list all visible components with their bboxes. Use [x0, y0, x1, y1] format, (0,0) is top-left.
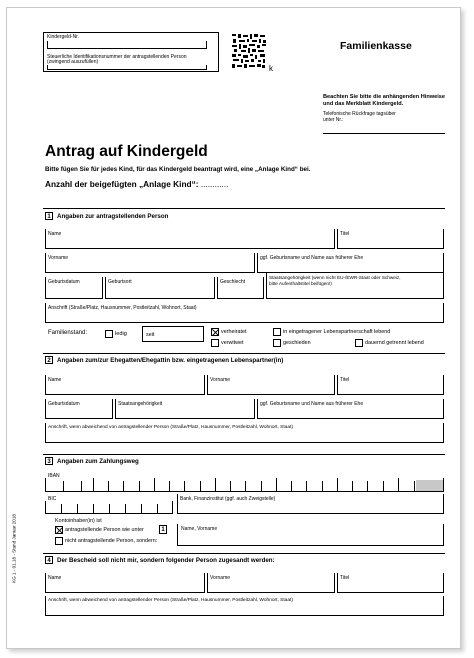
s2-name-field[interactable] [45, 375, 205, 395]
section-3-title: Angaben zum Zahlungsweg [57, 458, 139, 465]
steuer-id-field[interactable] [47, 65, 207, 70]
s4-titel-label: Titel [340, 575, 350, 581]
getrennt-checkbox[interactable] [355, 339, 363, 347]
s1-name-label: Name [48, 231, 62, 237]
section-4-title: Der Bescheid soll nicht mir, sondern folgender Person zugesandt werden: [57, 557, 275, 564]
ledig-checkbox[interactable] [105, 330, 113, 338]
section-1-heading [45, 212, 168, 220]
s1-titel-label: Titel [340, 231, 350, 237]
inhaber-antragsteller-label: antragstellende Person wie unter [65, 527, 144, 533]
s1-staat-label: Staatsangehörigkeit (wenn nicht EU-/EWR-Staat oder Schweiz, [269, 275, 401, 280]
section-2-heading [45, 356, 283, 364]
section-1-rule [43, 208, 445, 209]
s2-titel-field[interactable] [337, 375, 444, 395]
s2-vorname-label: Vorname [210, 377, 231, 383]
phone-number-label: unter Nr.: [323, 117, 344, 123]
s1-geburtsname-label: ggf. Geburtsname und Name aus früherer Ehe [260, 255, 364, 261]
s1-titel-field[interactable] [337, 229, 444, 249]
geschieden-checkbox[interactable] [273, 339, 281, 347]
steuer-id-hint: (zwingend auszufüllen) [47, 59, 99, 65]
section-2-rule [43, 353, 445, 354]
s1-name-field[interactable] [45, 229, 335, 249]
section-4-rule [43, 553, 445, 554]
section-3-rule [43, 454, 445, 455]
bank-label: Bank, Finanzinstitut (ggf. auch Zweigstelle) [180, 496, 276, 502]
s2-titel-label: Titel [340, 377, 350, 383]
bic-label: BIC [48, 496, 57, 502]
inhaber-andere-label: nicht antragstellende Person, sondern: [65, 538, 158, 544]
section-1-title: Angaben zur antragstellenden Person [57, 213, 169, 220]
section-3-number: 3 [45, 457, 53, 465]
inhaber-andere-checkbox[interactable] [55, 537, 63, 545]
section-2-number: 2 [45, 356, 53, 364]
iban-grey-cell [416, 480, 443, 491]
verwitwet-checkbox[interactable] [211, 339, 219, 347]
geschieden-label: geschieden [283, 340, 311, 346]
verheiratet-checkbox[interactable] [211, 328, 219, 336]
s4-name-field[interactable] [45, 573, 205, 593]
s1-geburtsort-label: Geburtsort [108, 279, 132, 285]
iban-field[interactable] [45, 478, 444, 492]
steuer-id-label: Steuerliche Identifikationsnummer der antragstellenden Person [47, 54, 187, 60]
s1-geburtsdatum-label: Geburtsdatum [48, 279, 80, 285]
s1-anschrift-label: Anschrift (Straße/Platz, Hausnummer, Postleitzahl, Wohnort, Staat) [48, 305, 197, 311]
s2-staat-label: Staatsangehörigkeit [118, 401, 163, 407]
kontoinhaber-label: Kontoinhaber(in) ist [55, 518, 102, 524]
barcode-suffix: k [269, 64, 273, 73]
s1-vorname-field[interactable] [45, 253, 255, 273]
partnerschaft-label: in eingetragener Lebenspartnerschaft lebend [283, 329, 391, 335]
form-version-note: KG 1 - 01.18 - Stand Januar 2018 [11, 514, 17, 583]
verwitwet-label: verwitwet [221, 340, 244, 346]
inhaber-antragsteller-checkbox[interactable] [55, 526, 63, 534]
notice-text: Beachten Sie bitte die anhängenden Hinweise und das Merkblatt Kindergeld. [323, 94, 445, 107]
kindergeld-nr-field[interactable] [47, 41, 207, 49]
attachment-count-label: Anzahl der beigefügten „Anlage Kind“: [45, 179, 199, 189]
s2-anschrift-label: Anschrift, wenn abweichend von antragstellender Person (Straße/Platz, Hausnummer, Postleitzahl, Wohnort, Staat) [48, 425, 293, 430]
s4-vorname-label: Vorname [210, 575, 231, 581]
familienstand-label: Familienstand: [48, 330, 88, 336]
section-1-number: 1 [45, 212, 53, 220]
partnerschaft-checkbox[interactable] [273, 328, 281, 336]
seit-label: seit [146, 332, 155, 338]
s4-anschrift-label: Anschrift, wenn abweichend von antragstellender Person (Straße/Platz, Hausnummer, Postleitzahl, Wohnort, Staat) [48, 598, 293, 603]
inhaber-ref-box: 1 [159, 525, 167, 534]
s4-titel-field[interactable] [337, 573, 444, 593]
intro-text: Bitte fügen Sie für jedes Kind, für das Kindergeld beantragt wird, eine „Anlage Kind“ bei. [45, 166, 311, 173]
attachment-count-input[interactable]: ............ [200, 179, 229, 189]
iban-label: IBAN [48, 473, 60, 479]
qr-code-icon [231, 33, 267, 69]
verheiratet-label: verheiratet [221, 329, 247, 335]
form-page [6, 7, 461, 649]
kindergeld-nr-label: Kindergeld-Nr. [47, 34, 79, 40]
getrennt-label: dauernd getrennt lebend [365, 340, 424, 346]
phone-line [323, 133, 445, 134]
section-4-number: 4 [45, 556, 53, 564]
s1-vorname-label: Vorname [48, 255, 69, 261]
s4-name-label: Name [48, 575, 62, 581]
section-2-title: Angaben zum/zur Ehegatten/Ehegattin bzw. eingetragenen Lebenspartner(in) [57, 357, 284, 364]
bic-field[interactable] [45, 501, 173, 514]
s1-geschlecht-label: Geschlecht [220, 279, 246, 285]
s1-staat-hint: bitte Aufenthaltstitel beifügen!) [269, 281, 332, 286]
section-3-heading [45, 457, 139, 465]
ledig-label: ledig [115, 331, 127, 337]
s2-geburtsdatum-label: Geburtsdatum [48, 401, 80, 407]
agency-title: Familienkasse [340, 40, 412, 52]
attachment-count [45, 179, 228, 189]
s2-geburtsname-label: ggf. Geburtsname und Name aus früherer Ehe [260, 401, 364, 407]
section-4-heading [45, 556, 275, 564]
s2-name-label: Name [48, 377, 62, 383]
form-title: Antrag auf Kindergeld [45, 143, 208, 160]
inhaber-name-label: Name, Vorname [181, 526, 218, 532]
phone-label: Telefonische Rückfrage tagsüber [323, 111, 396, 117]
